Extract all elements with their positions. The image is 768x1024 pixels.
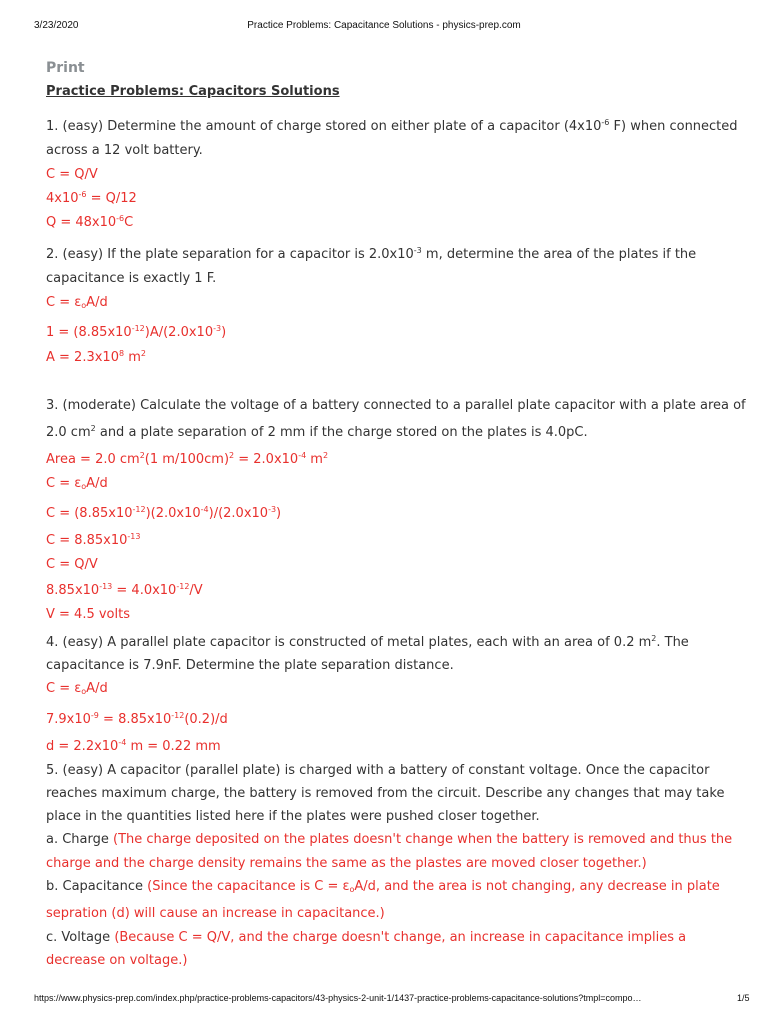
text-segment: o bbox=[81, 687, 87, 696]
text-segment: 7.9x10 bbox=[46, 712, 91, 727]
content-line bbox=[46, 680, 108, 698]
text-segment: -6 bbox=[78, 190, 87, 199]
content-line bbox=[46, 855, 647, 873]
content-line bbox=[46, 738, 221, 756]
content-line bbox=[46, 785, 724, 803]
content-line bbox=[46, 929, 686, 947]
text-segment: -6 bbox=[601, 118, 610, 127]
text-segment: 1 = (8.85x10 bbox=[46, 325, 132, 340]
print-header bbox=[0, 20, 768, 34]
print-link[interactable]: Print bbox=[46, 60, 85, 76]
text-segment: -13 bbox=[99, 582, 113, 591]
content-line bbox=[46, 606, 130, 624]
text-segment: d = 2.2x10 bbox=[46, 739, 119, 754]
text-segment: C = ε bbox=[46, 681, 82, 696]
content-line bbox=[46, 475, 108, 493]
text-segment: C = Q/V bbox=[46, 557, 98, 572]
content-line bbox=[46, 905, 385, 923]
content-line bbox=[46, 349, 146, 367]
text-segment: -3 bbox=[213, 324, 222, 333]
text-segment: C = Q/V bbox=[46, 167, 98, 182]
text-segment: -12 bbox=[171, 711, 185, 720]
print-page-title: Practice Problems: Capacitance Solutions - physics-prep.com bbox=[247, 20, 521, 31]
content-line bbox=[46, 166, 98, 184]
text-segment: C = (8.85x10 bbox=[46, 506, 133, 521]
text-segment: C = ε bbox=[46, 476, 82, 491]
text-segment: capacitance is 7.9nF. Determine the plate separation distance. bbox=[46, 658, 454, 673]
text-segment: 3. (moderate) Calculate the voltage of a battery connected to a parallel plate capacitor with a plate area of bbox=[46, 398, 746, 413]
content-line bbox=[46, 397, 746, 415]
text-segment: A = 2.3x10 bbox=[46, 350, 119, 365]
text-segment: and a plate separation of 2 mm if the charge stored on the plates is 4.0pC. bbox=[95, 425, 588, 440]
text-segment: b. Capacitance bbox=[46, 879, 148, 894]
text-segment: F) when connected bbox=[609, 119, 738, 134]
text-segment: )/(2.0x10 bbox=[208, 506, 269, 521]
text-segment: m = 0.22 mm bbox=[126, 739, 221, 754]
text-segment: 2 bbox=[229, 451, 235, 460]
text-segment: reaches maximum charge, the battery is removed from the circuit. Describe any changes that may take bbox=[46, 786, 725, 801]
text-segment: = 4.0x10 bbox=[112, 583, 177, 598]
text-segment: place in the quantities listed here if the plates were pushed closer together. bbox=[46, 809, 540, 824]
text-segment: 2 bbox=[322, 451, 329, 460]
text-segment: )A/(2.0x10 bbox=[144, 325, 214, 340]
text-segment: Q = 48x10 bbox=[46, 215, 117, 230]
content-line bbox=[46, 556, 98, 574]
text-segment: -4 bbox=[118, 738, 127, 747]
content-line bbox=[46, 808, 540, 826]
text-segment: Area = 2.0 cm bbox=[46, 452, 140, 467]
text-segment: 4x10 bbox=[46, 191, 79, 206]
text-segment: capacitance is exactly 1 F. bbox=[46, 271, 217, 286]
content-line bbox=[46, 324, 226, 342]
text-segment: A/d bbox=[86, 476, 108, 491]
text-segment: o bbox=[349, 885, 355, 894]
text-segment: 4. (easy) A parallel plate capacitor is constructed of metal plates, each with an area of 0.2 m bbox=[46, 635, 652, 650]
content-line bbox=[46, 711, 228, 729]
content-line bbox=[46, 246, 696, 264]
text-segment: across a 12 volt battery. bbox=[46, 143, 203, 158]
content-line bbox=[46, 762, 709, 780]
text-segment: 2 bbox=[139, 451, 145, 460]
text-segment: 2.0 cm bbox=[46, 425, 91, 440]
content-line bbox=[46, 294, 108, 312]
text-segment: 1. (easy) Determine the amount of charge stored on either plate of a capacitor (4x10 bbox=[46, 119, 602, 134]
text-segment: 8 bbox=[118, 349, 125, 358]
text-segment: /V bbox=[189, 583, 203, 598]
text-segment: m bbox=[124, 350, 141, 365]
text-segment: -3 bbox=[413, 246, 422, 255]
text-segment: = 8.85x10 bbox=[98, 712, 172, 727]
text-segment: = Q/12 bbox=[86, 191, 137, 206]
text-segment: A/d bbox=[86, 295, 108, 310]
text-segment: -6 bbox=[116, 214, 125, 223]
text-segment: -13 bbox=[127, 532, 141, 541]
text-segment: c. Voltage bbox=[46, 930, 115, 945]
text-segment: 5. (easy) A capacitor (parallel plate) is charged with a battery of constant voltage. Once the capacitor bbox=[46, 763, 710, 778]
text-segment: 2 bbox=[651, 634, 657, 643]
content-line bbox=[46, 451, 328, 469]
document-heading: Practice Problems: Capacitors Solutions bbox=[46, 84, 340, 99]
text-segment: ) bbox=[221, 325, 227, 340]
content-line bbox=[46, 214, 133, 232]
content-line bbox=[46, 634, 689, 652]
text-segment: o bbox=[81, 301, 87, 310]
text-segment: C = ε bbox=[46, 295, 82, 310]
text-segment: -12 bbox=[176, 582, 190, 591]
text-segment: (The charge deposited on the plates doesn't change when the battery is removed and thus the bbox=[113, 832, 733, 847]
text-segment: = 2.0x10 bbox=[234, 452, 299, 467]
text-segment: A/d, and the area is not changing, any decrease in plate bbox=[354, 879, 720, 894]
text-segment: decrease on voltage.) bbox=[46, 953, 188, 968]
content-line bbox=[46, 505, 281, 523]
content-line bbox=[46, 831, 732, 849]
text-segment: (0.2)/d bbox=[184, 712, 228, 727]
text-segment: -12 bbox=[131, 324, 145, 333]
text-segment: V = 4.5 volts bbox=[46, 607, 130, 622]
text-segment: m, determine the area of the plates if the bbox=[421, 247, 697, 262]
content-line bbox=[46, 190, 137, 208]
content-line bbox=[46, 142, 203, 160]
text-segment: . The bbox=[656, 635, 689, 650]
text-segment: )(2.0x10 bbox=[145, 506, 201, 521]
text-segment: A/d bbox=[86, 681, 108, 696]
content-line bbox=[46, 952, 187, 970]
text-segment: 8.85x10 bbox=[46, 583, 100, 598]
text-segment: o bbox=[81, 482, 87, 491]
text-segment: charge and the charge density remains the same as the plastes are moved closer together.) bbox=[46, 856, 647, 871]
text-segment: a. Charge bbox=[46, 832, 114, 847]
text-segment: (Since the capacitance is C = ε bbox=[147, 879, 350, 894]
text-segment: -4 bbox=[298, 451, 307, 460]
content-line bbox=[46, 532, 141, 550]
page-url: https://www.physics-prep.com/index.php/practice-problems-capacitors/43-physics-2-unit-1/1437-practice-problems-capacitance-solutions?tmpl=compo… bbox=[34, 993, 642, 1003]
text-segment: (Because C = Q/V, and the charge doesn't change, an increase in capacitance implies a bbox=[114, 930, 687, 945]
text-segment: -12 bbox=[132, 505, 146, 514]
text-segment: (1 m/100cm) bbox=[144, 452, 230, 467]
text-segment: ) bbox=[276, 506, 282, 521]
text-segment: 2 bbox=[140, 349, 146, 358]
content-line bbox=[46, 270, 216, 288]
content-line bbox=[46, 582, 203, 600]
text-segment: C bbox=[124, 215, 134, 230]
content-line bbox=[46, 878, 720, 896]
content-line bbox=[46, 657, 454, 675]
text-segment: 2. (easy) If the plate separation for a capacitor is 2.0x10 bbox=[46, 247, 414, 262]
text-segment: sepration (d) will cause an increase in capacitance.) bbox=[46, 906, 385, 921]
text-segment: 2 bbox=[90, 424, 96, 433]
text-segment: -3 bbox=[268, 505, 277, 514]
text-segment: C = 8.85x10 bbox=[46, 533, 128, 548]
text-segment: -9 bbox=[90, 711, 99, 720]
page-number: 1/5 bbox=[737, 993, 750, 1003]
content-line bbox=[46, 424, 588, 442]
print-date: 3/23/2020 bbox=[34, 20, 79, 31]
text-segment: -4 bbox=[200, 505, 209, 514]
text-segment: m bbox=[306, 452, 323, 467]
content-line bbox=[46, 118, 738, 136]
